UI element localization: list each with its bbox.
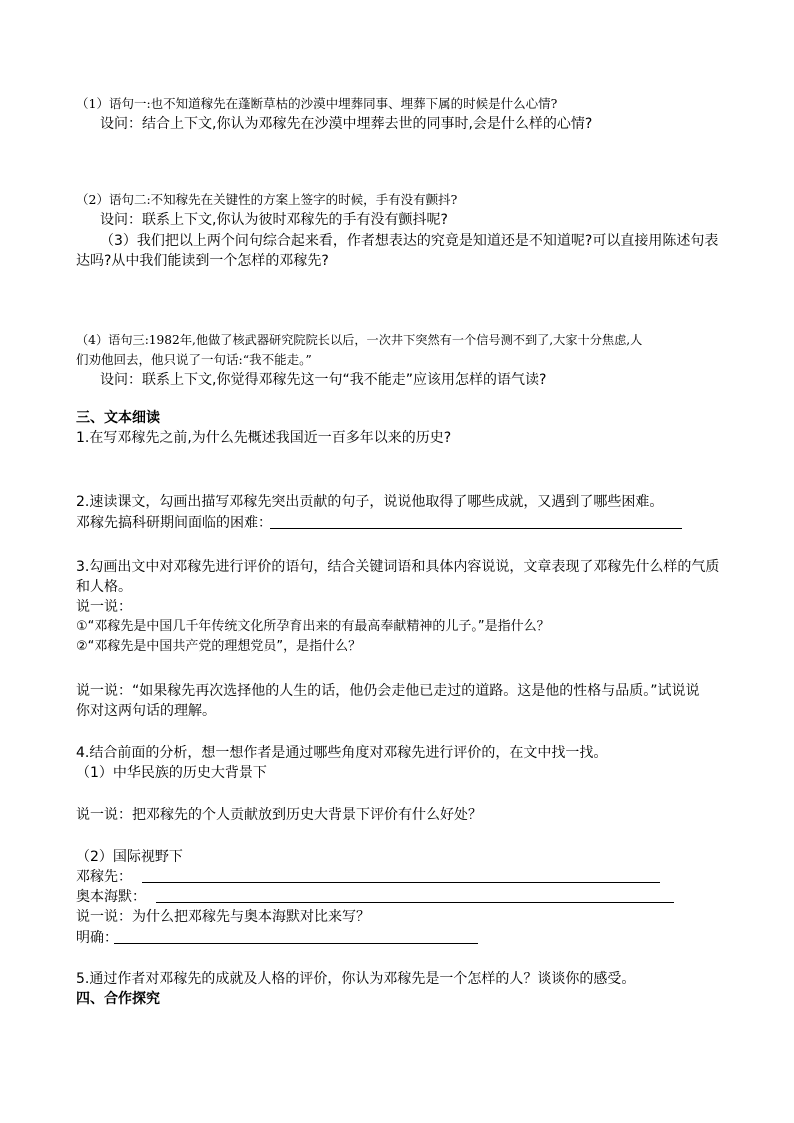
clarify-label: 明确：	[76, 930, 118, 946]
section-3-heading: 三、文本细读	[76, 410, 160, 426]
deng-label: 邓稼先：	[76, 869, 132, 885]
say-quote-line-2: 你对这两句话的理解。	[76, 703, 216, 719]
say-label: 说一说：	[76, 599, 132, 615]
reading-q1: 1.在写邓稼先之前,为什么先概述我国近一百多年以来的历史?	[76, 430, 452, 446]
reading-q4-say: 说一说：把邓稼先的个人贡献放到历史大背景下评价有什么好处？	[76, 807, 482, 823]
reading-q3-line-2: 和人格。	[76, 579, 132, 595]
reading-q4-say-2: 说一说：为什么把邓稼先与奥本海默对比来写？	[76, 909, 370, 925]
answer-blank-difficulties[interactable]	[270, 528, 682, 529]
say-quote-line-1: 说一说：“如果稼先再次选择他的人生的话，他仍会走他已走过的道路。这是他的性格与品质。”试说说	[76, 683, 700, 699]
answer-blank-deng[interactable]	[142, 882, 660, 883]
reading-q5: 5.通过作者对邓稼先的成就及人格的评价，你认为邓稼先是一个怎样的人？谈谈你的感受。	[76, 971, 636, 987]
question-1-prompt: 设问：结合上下文,你认为邓稼先在沙漠中埋葬去世的同事时,会是什么样的心情?	[100, 116, 593, 132]
question-4-line-1: （4）语句三:1982年,他做了核武器研究院院长以后，一次井下突然有一个信号测不到了,大家十分焦虑,人	[76, 333, 643, 347]
reading-q2-fill-label: 邓稼先搞科研期间面临的困难：	[76, 515, 272, 531]
question-2: （2）语句二:不知稼先在关键性的方案上签字的时候，手有没有颤抖?	[76, 192, 458, 207]
oppenheimer-label: 奥本海默：	[76, 889, 146, 905]
reading-q4: 4.结合前面的分析，想一想作者是通过哪些角度对邓稼先进行评价的，在文中找一找。	[76, 745, 608, 761]
answer-blank-oppenheimer[interactable]	[156, 902, 674, 903]
reading-q3-line-1: 3.勾画出文中对邓稼先进行评价的语句，结合关键词语和具体内容说说，文章表现了邓稼先什么样的气质	[76, 559, 720, 575]
question-3-line-1: （3）我们把以上两个问句综合起来看，作者想表达的究竟是知道还是不知道呢?可以直接用陈述句表	[100, 233, 719, 249]
question-2-prompt: 设问：联系上下文,你认为彼时邓稼先的手有没有颤抖呢?	[100, 212, 448, 228]
reading-q4-part-2: （2）国际视野下	[76, 849, 183, 865]
question-1: （1）语句一:也不知道稼先在蓬断草枯的沙漠中埋葬同事、埋葬下属的时候是什么心情?	[76, 96, 558, 111]
question-4-line-2: 们劝他回去，他只说了一句话:“我不能走。”	[76, 352, 312, 367]
reading-q2: 2.速读课文，勾画出描写邓稼先突出贡献的句子，说说他取得了哪些成就，又遇到了哪些困难。	[76, 494, 664, 510]
section-4-heading: 四、合作探究	[76, 991, 160, 1007]
reading-q4-part-1: （1）中华民族的历史大背景下	[76, 765, 267, 781]
quote-item-1: ①“邓稼先是中国几千年传统文化所孕育出来的有最高奉献精神的儿子。”是指什么？	[76, 619, 550, 634]
question-4-prompt: 设问：联系上下文,你觉得邓稼先这一句“我不能走”应该用怎样的语气读?	[100, 372, 547, 388]
answer-blank-clarify[interactable]	[114, 943, 478, 944]
quote-item-2: ②“邓稼先是中国共产党的理想党员”，是指什么？	[76, 639, 362, 654]
question-3-line-2: 达吗?从中我们能读到一个怎样的邓稼先?	[76, 253, 329, 269]
